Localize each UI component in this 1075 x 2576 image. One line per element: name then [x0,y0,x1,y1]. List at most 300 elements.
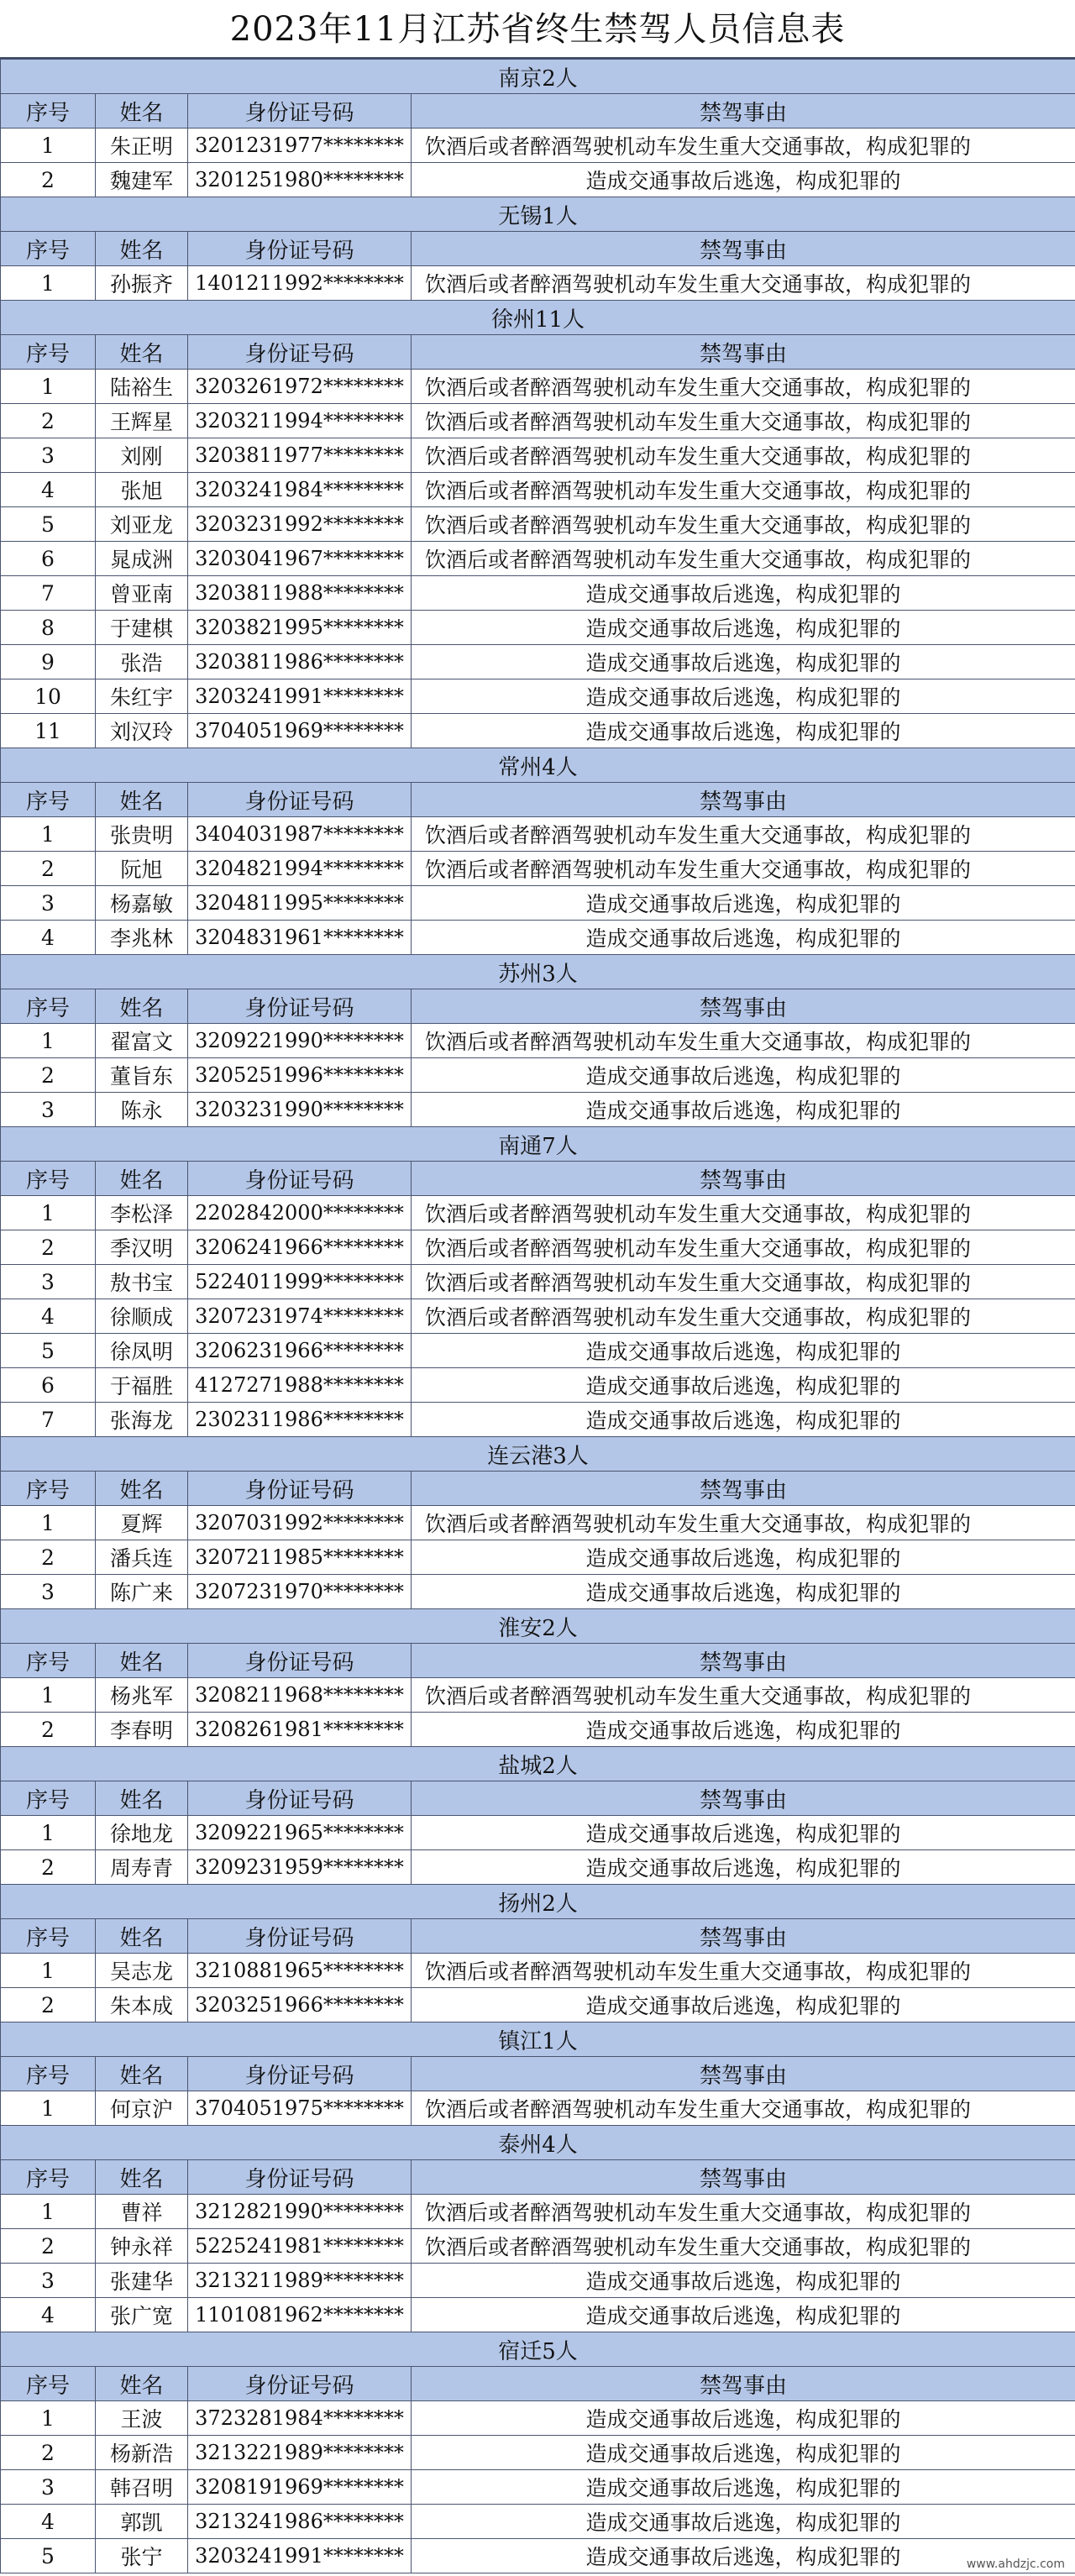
reason-cell: 饮酒后或者醉酒驾驶机动车发生重大交通事故，构成犯罪的 [412,404,1075,438]
header-reason: 禁驾事由 [412,1919,1075,1954]
header-id: 身份证号码 [188,2160,412,2195]
region-title: 盐城2人 [1,1747,1075,1781]
reason-cell: 造成交通事故后逃逸，构成犯罪的 [412,1540,1075,1575]
seq-cell: 3 [1,1093,96,1127]
header-id: 身份证号码 [188,335,412,370]
table-row [1,1334,1075,1368]
region-header [1,2023,1075,2057]
region-header [1,1747,1075,1781]
table-row [1,2436,1075,2470]
header-reason: 禁驾事由 [412,989,1075,1024]
name-cell: 王辉星 [96,404,188,438]
seq-cell: 2 [1,1540,96,1575]
table-row [1,1368,1075,1403]
region-title: 淮安2人 [1,1609,1075,1644]
reason-cell: 饮酒后或者醉酒驾驶机动车发生重大交通事故，构成犯罪的 [412,817,1075,852]
id-cell: 3204831961******** [188,921,412,955]
name-cell: 朱红宇 [96,679,188,714]
id-cell: 3203231990******** [188,1093,412,1127]
seq-cell: 2 [1,163,96,197]
header-name: 姓名 [96,232,188,266]
reason-cell: 饮酒后或者醉酒驾驶机动车发生重大交通事故，构成犯罪的 [412,507,1075,542]
seq-cell: 5 [1,507,96,542]
id-cell: 3206241966******** [188,1230,412,1265]
reason-cell: 造成交通事故后逃逸，构成犯罪的 [412,1816,1075,1850]
seq-cell: 2 [1,1230,96,1265]
name-cell: 刘汉玲 [96,714,188,748]
column-header-row [1,1162,1075,1196]
id-cell: 3210881965******** [188,1954,412,1988]
seq-cell: 4 [1,2505,96,2539]
seq-cell: 9 [1,645,96,679]
table-row [1,1196,1075,1230]
column-header-row [1,1644,1075,1678]
seq-cell: 11 [1,714,96,748]
id-cell: 3203261972******** [188,370,412,404]
seq-cell: 8 [1,611,96,645]
table-row [1,1024,1075,1058]
id-cell: 3203811986******** [188,645,412,679]
region-header [1,60,1075,94]
table-row [1,1403,1075,1437]
header-seq: 序号 [1,2367,96,2401]
id-cell: 3204811995******** [188,886,412,921]
header-id: 身份证号码 [188,2367,412,2401]
region-title: 连云港3人 [1,1437,1075,1472]
table-row [1,2091,1075,2126]
seq-cell: 1 [1,1024,96,1058]
header-seq: 序号 [1,989,96,1024]
reason-cell: 饮酒后或者醉酒驾驶机动车发生重大交通事故，构成犯罪的 [412,1678,1075,1713]
header-id: 身份证号码 [188,1919,412,1954]
reason-cell: 造成交通事故后逃逸，构成犯罪的 [412,679,1075,714]
header-reason: 禁驾事由 [412,1644,1075,1678]
id-cell: 3213221989******** [188,2436,412,2470]
id-cell: 3203241984******** [188,473,412,507]
name-cell: 曾亚南 [96,576,188,611]
table-row [1,129,1075,163]
table-row [1,2505,1075,2539]
id-cell: 3206231966******** [188,1334,412,1368]
id-cell: 4127271988******** [188,1368,412,1403]
region-header [1,1885,1075,1919]
region-title: 镇江1人 [1,2023,1075,2057]
header-id: 身份证号码 [188,783,412,817]
reason-cell: 造成交通事故后逃逸，构成犯罪的 [412,1334,1075,1368]
reason-cell: 饮酒后或者醉酒驾驶机动车发生重大交通事故，构成犯罪的 [412,2091,1075,2126]
name-cell: 刘亚龙 [96,507,188,542]
region-header [1,2332,1075,2367]
id-cell: 2202842000******** [188,1196,412,1230]
name-cell: 徐凤明 [96,1334,188,1368]
reason-cell: 造成交通事故后逃逸，构成犯罪的 [412,1093,1075,1127]
seq-cell: 2 [1,1713,96,1747]
header-reason: 禁驾事由 [412,94,1075,129]
header-id: 身份证号码 [188,2057,412,2091]
id-cell: 3404031987******** [188,817,412,852]
header-id: 身份证号码 [188,989,412,1024]
header-seq: 序号 [1,232,96,266]
id-cell: 3203211994******** [188,404,412,438]
reason-cell: 造成交通事故后逃逸，构成犯罪的 [412,2539,1075,2573]
table-row [1,2539,1075,2573]
reason-cell: 饮酒后或者醉酒驾驶机动车发生重大交通事故，构成犯罪的 [412,542,1075,576]
name-cell: 吴志龙 [96,1954,188,1988]
seq-cell: 1 [1,1678,96,1713]
column-header-row [1,1781,1075,1816]
header-name: 姓名 [96,1162,188,1196]
name-cell: 徐顺成 [96,1299,188,1334]
header-name: 姓名 [96,2367,188,2401]
id-cell: 3208211968******** [188,1678,412,1713]
header-seq: 序号 [1,335,96,370]
header-id: 身份证号码 [188,94,412,129]
column-header-row [1,783,1075,817]
id-cell: 3704051969******** [188,714,412,748]
name-cell: 张贵明 [96,817,188,852]
id-cell: 3704051975******** [188,2091,412,2126]
table-row [1,1850,1075,1885]
column-header-row [1,2367,1075,2401]
header-reason: 禁驾事由 [412,2367,1075,2401]
table-row [1,1299,1075,1334]
region-header [1,1127,1075,1162]
reason-cell: 造成交通事故后逃逸，构成犯罪的 [412,2505,1075,2539]
name-cell: 于建棋 [96,611,188,645]
header-seq: 序号 [1,94,96,129]
name-cell: 于福胜 [96,1368,188,1403]
name-cell: 杨嘉敏 [96,886,188,921]
seq-cell: 1 [1,1816,96,1850]
name-cell: 张宁 [96,2539,188,2573]
reason-cell: 造成交通事故后逃逸，构成犯罪的 [412,2470,1075,2505]
seq-cell: 3 [1,2470,96,2505]
header-reason: 禁驾事由 [412,1781,1075,1816]
table-row [1,921,1075,955]
reason-cell: 造成交通事故后逃逸，构成犯罪的 [412,2436,1075,2470]
column-header-row [1,989,1075,1024]
table-row [1,817,1075,852]
header-name: 姓名 [96,783,188,817]
reason-cell: 饮酒后或者醉酒驾驶机动车发生重大交通事故，构成犯罪的 [412,1230,1075,1265]
header-reason: 禁驾事由 [412,783,1075,817]
header-id: 身份证号码 [188,1781,412,1816]
reason-cell: 饮酒后或者醉酒驾驶机动车发生重大交通事故，构成犯罪的 [412,266,1075,301]
column-header-row [1,335,1075,370]
reason-cell: 造成交通事故后逃逸，构成犯罪的 [412,1403,1075,1437]
table-row [1,473,1075,507]
table-row [1,576,1075,611]
seq-cell: 1 [1,370,96,404]
header-id: 身份证号码 [188,1644,412,1678]
reason-cell: 饮酒后或者醉酒驾驶机动车发生重大交通事故，构成犯罪的 [412,438,1075,473]
reason-cell: 饮酒后或者醉酒驾驶机动车发生重大交通事故，构成犯罪的 [412,852,1075,886]
header-seq: 序号 [1,1919,96,1954]
reason-cell: 饮酒后或者醉酒驾驶机动车发生重大交通事故，构成犯罪的 [412,473,1075,507]
column-header-row [1,94,1075,129]
region-header [1,197,1075,232]
header-id: 身份证号码 [188,232,412,266]
header-name: 姓名 [96,1472,188,1506]
id-cell: 3203241991******** [188,679,412,714]
reason-cell: 饮酒后或者醉酒驾驶机动车发生重大交通事故，构成犯罪的 [412,1265,1075,1299]
seq-cell: 10 [1,679,96,714]
column-header-row [1,1919,1075,1954]
name-cell: 杨新浩 [96,2436,188,2470]
header-name: 姓名 [96,1919,188,1954]
header-seq: 序号 [1,2160,96,2195]
table-row [1,370,1075,404]
name-cell: 朱正明 [96,129,188,163]
reason-cell: 造成交通事故后逃逸，构成犯罪的 [412,886,1075,921]
table-row [1,1506,1075,1540]
seq-cell: 4 [1,473,96,507]
seq-cell: 3 [1,1265,96,1299]
reason-cell: 造成交通事故后逃逸，构成犯罪的 [412,1850,1075,1885]
name-cell: 张旭 [96,473,188,507]
id-cell: 3723281984******** [188,2401,412,2436]
header-name: 姓名 [96,1781,188,1816]
header-name: 姓名 [96,2057,188,2091]
table-body [1,60,1075,2573]
id-cell: 3205251996******** [188,1058,412,1093]
name-cell: 张广宽 [96,2298,188,2332]
reason-cell: 造成交通事故后逃逸，构成犯罪的 [412,1713,1075,1747]
name-cell: 张建华 [96,2264,188,2298]
id-cell: 3209231959******** [188,1850,412,1885]
region-title: 无锡1人 [1,197,1075,232]
name-cell: 陆裕生 [96,370,188,404]
seq-cell: 2 [1,852,96,886]
region-header [1,748,1075,783]
table-row [1,2195,1075,2229]
table-row [1,542,1075,576]
seq-cell: 2 [1,404,96,438]
name-cell: 李松泽 [96,1196,188,1230]
reason-cell: 造成交通事故后逃逸，构成犯罪的 [412,645,1075,679]
reason-cell: 饮酒后或者醉酒驾驶机动车发生重大交通事故，构成犯罪的 [412,370,1075,404]
table-row [1,404,1075,438]
reason-cell: 造成交通事故后逃逸，构成犯罪的 [412,2264,1075,2298]
header-name: 姓名 [96,1644,188,1678]
driver-ban-table [0,59,1075,2573]
region-header [1,955,1075,989]
header-reason: 禁驾事由 [412,335,1075,370]
page-title: 2023年11月江苏省终生禁驾人员信息表 [0,0,1075,59]
region-header [1,2126,1075,2160]
column-header-row [1,2057,1075,2091]
id-cell: 3203811977******** [188,438,412,473]
header-id: 身份证号码 [188,1472,412,1506]
region-header [1,1609,1075,1644]
name-cell: 陈永 [96,1093,188,1127]
id-cell: 3203041967******** [188,542,412,576]
region-title: 南京2人 [1,60,1075,94]
table-row [1,1988,1075,2023]
table-row [1,852,1075,886]
id-cell: 3203251966******** [188,1988,412,2023]
seq-cell: 5 [1,2539,96,2573]
reason-cell: 造成交通事故后逃逸，构成犯罪的 [412,1368,1075,1403]
table-row [1,163,1075,197]
reason-cell: 造成交通事故后逃逸，构成犯罪的 [412,2298,1075,2332]
id-cell: 5224011999******** [188,1265,412,1299]
watermark: www.ahdzjc.com [962,2556,1070,2573]
name-cell: 翟富文 [96,1024,188,1058]
id-cell: 3203241991******** [188,2539,412,2573]
region-title: 宿迁5人 [1,2332,1075,2367]
id-cell: 2302311986******** [188,1403,412,1437]
seq-cell: 1 [1,817,96,852]
reason-cell: 造成交通事故后逃逸，构成犯罪的 [412,1058,1075,1093]
id-cell: 3201251980******** [188,163,412,197]
name-cell: 夏辉 [96,1506,188,1540]
seq-cell: 1 [1,2091,96,2126]
seq-cell: 2 [1,1058,96,1093]
reason-cell: 饮酒后或者醉酒驾驶机动车发生重大交通事故，构成犯罪的 [412,1024,1075,1058]
reason-cell: 饮酒后或者醉酒驾驶机动车发生重大交通事故，构成犯罪的 [412,1196,1075,1230]
header-name: 姓名 [96,989,188,1024]
id-cell: 3209221990******** [188,1024,412,1058]
header-reason: 禁驾事由 [412,2057,1075,2091]
reason-cell: 造成交通事故后逃逸，构成犯罪的 [412,1575,1075,1609]
table-row [1,886,1075,921]
seq-cell: 3 [1,438,96,473]
region-title: 南通7人 [1,1127,1075,1162]
table-row [1,1678,1075,1713]
seq-cell: 4 [1,1299,96,1334]
table-row [1,1575,1075,1609]
header-reason: 禁驾事由 [412,1472,1075,1506]
table-row [1,1058,1075,1093]
region-title: 苏州3人 [1,955,1075,989]
name-cell: 朱本成 [96,1988,188,2023]
header-seq: 序号 [1,1162,96,1196]
reason-cell: 造成交通事故后逃逸，构成犯罪的 [412,611,1075,645]
id-cell: 3201231977******** [188,129,412,163]
seq-cell: 6 [1,1368,96,1403]
reason-cell: 造成交通事故后逃逸，构成犯罪的 [412,714,1075,748]
seq-cell: 2 [1,2436,96,2470]
name-cell: 阮旭 [96,852,188,886]
id-cell: 1101081962******** [188,2298,412,2332]
table-row [1,1540,1075,1575]
table-row [1,645,1075,679]
table-row [1,611,1075,645]
name-cell: 陈广来 [96,1575,188,1609]
seq-cell: 6 [1,542,96,576]
header-seq: 序号 [1,783,96,817]
id-cell: 3203821995******** [188,611,412,645]
table-row [1,1230,1075,1265]
id-cell: 3208261981******** [188,1713,412,1747]
name-cell: 徐地龙 [96,1816,188,1850]
seq-cell: 1 [1,1506,96,1540]
reason-cell: 造成交通事故后逃逸，构成犯罪的 [412,163,1075,197]
reason-cell: 饮酒后或者醉酒驾驶机动车发生重大交通事故，构成犯罪的 [412,2195,1075,2229]
name-cell: 李春明 [96,1713,188,1747]
table-row [1,1713,1075,1747]
id-cell: 3209221965******** [188,1816,412,1850]
table-row [1,266,1075,301]
header-seq: 序号 [1,1644,96,1678]
region-title: 徐州11人 [1,301,1075,335]
seq-cell: 1 [1,2195,96,2229]
name-cell: 晁成洲 [96,542,188,576]
region-title: 扬州2人 [1,1885,1075,1919]
header-name: 姓名 [96,335,188,370]
name-cell: 魏建军 [96,163,188,197]
header-name: 姓名 [96,2160,188,2195]
id-cell: 5225241981******** [188,2229,412,2264]
table-row [1,507,1075,542]
seq-cell: 4 [1,921,96,955]
name-cell: 王波 [96,2401,188,2436]
name-cell: 何京沪 [96,2091,188,2126]
seq-cell: 2 [1,2229,96,2264]
name-cell: 李兆林 [96,921,188,955]
reason-cell: 饮酒后或者醉酒驾驶机动车发生重大交通事故，构成犯罪的 [412,1299,1075,1334]
table-row [1,1816,1075,1850]
reason-cell: 造成交通事故后逃逸，构成犯罪的 [412,576,1075,611]
table-row [1,2470,1075,2505]
id-cell: 3213211989******** [188,2264,412,2298]
column-header-row [1,1472,1075,1506]
name-cell: 郭凯 [96,2505,188,2539]
header-name: 姓名 [96,94,188,129]
seq-cell: 3 [1,2264,96,2298]
name-cell: 张浩 [96,645,188,679]
reason-cell: 造成交通事故后逃逸，构成犯罪的 [412,1988,1075,2023]
seq-cell: 3 [1,1575,96,1609]
name-cell: 韩召明 [96,2470,188,2505]
reason-cell: 造成交通事故后逃逸，构成犯罪的 [412,921,1075,955]
table-row [1,2401,1075,2436]
table-row [1,1954,1075,1988]
name-cell: 季汉明 [96,1230,188,1265]
table-row [1,438,1075,473]
id-cell: 3208191969******** [188,2470,412,2505]
seq-cell: 7 [1,576,96,611]
id-cell: 1401211992******** [188,266,412,301]
region-title: 泰州4人 [1,2126,1075,2160]
column-header-row [1,2160,1075,2195]
region-header [1,1437,1075,1472]
seq-cell: 4 [1,2298,96,2332]
reason-cell: 造成交通事故后逃逸，构成犯罪的 [412,2401,1075,2436]
reason-cell: 饮酒后或者醉酒驾驶机动车发生重大交通事故，构成犯罪的 [412,2229,1075,2264]
region-header [1,301,1075,335]
table-row [1,2229,1075,2264]
id-cell: 3207031992******** [188,1506,412,1540]
id-cell: 3212821990******** [188,2195,412,2229]
reason-cell: 饮酒后或者醉酒驾驶机动车发生重大交通事故，构成犯罪的 [412,129,1075,163]
seq-cell: 5 [1,1334,96,1368]
seq-cell: 1 [1,266,96,301]
name-cell: 杨兆军 [96,1678,188,1713]
table-row [1,1093,1075,1127]
seq-cell: 1 [1,1954,96,1988]
name-cell: 曹祥 [96,2195,188,2229]
id-cell: 3207211985******** [188,1540,412,1575]
table-row [1,2264,1075,2298]
name-cell: 敖书宝 [96,1265,188,1299]
seq-cell: 2 [1,1988,96,2023]
header-id: 身份证号码 [188,1162,412,1196]
seq-cell: 1 [1,2401,96,2436]
name-cell: 刘刚 [96,438,188,473]
header-seq: 序号 [1,1472,96,1506]
